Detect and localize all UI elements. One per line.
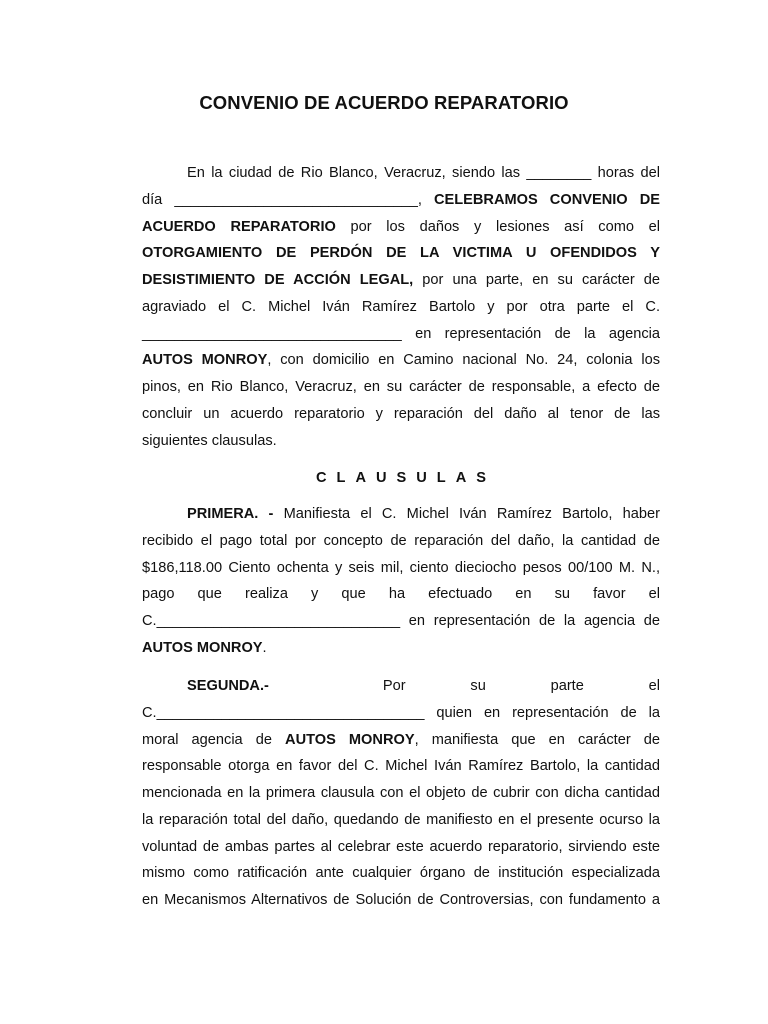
segunda-word-el: el: [648, 678, 660, 694]
segunda-line-1-rest: [383, 673, 660, 700]
intro-line-4: OTORGAMIENTO DE PERDÓN DE LA VICTIMA U OFENDIDOS Y: [142, 245, 660, 262]
segunda-word-su: su: [470, 678, 486, 694]
segunda-line-3: moral agencia de AUTOS MONROY, manifiesta que en carácter de: [142, 731, 660, 748]
segunda-line-5: mencionada en la primera clausula con el objeto de cubrir con dicha cantidad: [142, 785, 660, 801]
primera-clause: [142, 501, 660, 662]
intro-line-3: ACUERDO REPARATORIO por los daños y lesiones así como el: [142, 218, 661, 235]
segunda-line-2: C._________________________________ quien en representación de la: [142, 704, 660, 721]
intro-line-8: AUTOS MONROY, con domicilio en Camino nacional No. 24, colonia los: [142, 352, 660, 369]
segunda-line-1: SEGUNDA.- Por su parte el: [142, 673, 660, 700]
segunda-word-por: Por: [382, 678, 406, 694]
intro-line-10: concluir un acuerdo reparatorio y reparación del daño al tenor de las: [142, 405, 660, 422]
intro-line-11: siguientes clausulas.: [142, 432, 277, 449]
segunda-clause: [142, 673, 660, 914]
primera-line-5: C.______________________________ en representación de la agencia de: [142, 613, 660, 629]
intro-line-9: pinos, en Rio Blanco, Veracruz, en su carácter de responsable, a efecto de: [142, 379, 660, 395]
intro-line-6: agraviado el C. Michel Iván Ramírez Bartolo y por otra parte el C.: [142, 298, 660, 315]
primera-line-6: AUTOS MONROY.: [142, 639, 267, 656]
intro-line-2: día ______________________________, CELEBRAMOS CONVENIO DE: [142, 191, 660, 208]
primera-line-4: pago que realiza y que ha efectuado en su favor el: [142, 586, 660, 603]
primera-line-3: $186,118.00 Ciento ochenta y seis mil, ciento dieciocho pesos 00/100 M. N.,: [142, 559, 660, 576]
segunda-line-4: responsable otorga en favor del C. Michel Iván Ramírez Bartolo, la cantidad: [142, 758, 660, 775]
primera-line-2: recibido el pago total por concepto de reparación del daño, la cantidad de: [142, 532, 660, 549]
clausulas-heading: CLAUSULAS: [316, 470, 496, 486]
segunda-line-6: la reparación total del daño, quedando de manifiesto en el presente ocurso la: [142, 811, 660, 828]
primera-line-1: PRIMERA. - Manifiesta el C. Michel Iván Ramírez Bartolo, haber: [187, 506, 660, 522]
clausulas-heading-block: [142, 465, 660, 492]
segunda-line-7: voluntad de ambas partes al celebrar este acuerdo reparatorio, sirviendo este: [142, 838, 660, 855]
segunda-line-8: mismo como ratificación ante cualquier órgano de institución especializada: [142, 865, 660, 882]
segunda-word-parte: parte: [550, 678, 584, 694]
intro-line-1: En la ciudad de Rio Blanco, Veracruz, siendo las ________ horas del: [187, 165, 660, 181]
document-title: CONVENIO DE ACUERDO REPARATORIO: [199, 92, 569, 113]
intro-line-5: DESISTIMIENTO DE ACCIÓN LEGAL, por una parte, en su carácter de: [142, 272, 660, 288]
intro-line-7: ________________________________ en representación de la agencia: [142, 325, 660, 342]
intro-paragraph: [142, 160, 660, 454]
segunda-line-9: en Mecanismos Alternativos de Solución de Controversias, con fundamento a: [142, 892, 660, 908]
